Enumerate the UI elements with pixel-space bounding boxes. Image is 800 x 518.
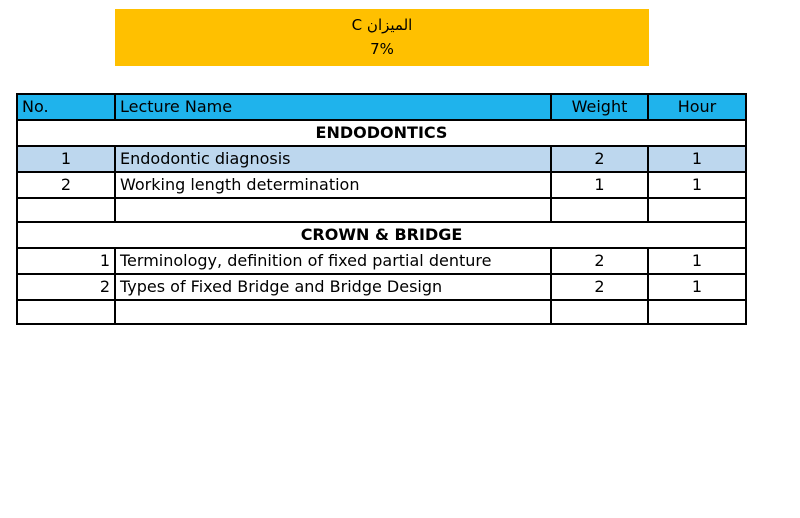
row-no: 1	[17, 146, 115, 172]
row-weight: 2	[551, 146, 648, 172]
header-hour: Hour	[648, 94, 746, 120]
section-title: ENDODONTICS	[17, 120, 746, 146]
row-weight: 2	[551, 274, 648, 300]
header-lecture-name: Lecture Name	[115, 94, 551, 120]
empty-cell	[648, 300, 746, 324]
row-weight: 1	[551, 172, 648, 198]
row-no: 2	[17, 172, 115, 198]
empty-cell	[115, 198, 551, 222]
empty-cell	[551, 300, 648, 324]
empty-row	[17, 198, 746, 222]
table-row	[17, 172, 746, 198]
row-lecture-name: Working length determination	[115, 172, 551, 198]
lecture-table	[16, 93, 747, 325]
grade-banner	[115, 9, 649, 66]
table-row	[17, 274, 746, 300]
table-row	[17, 146, 746, 172]
header-no: No.	[17, 94, 115, 120]
row-lecture-name: Terminology, definition of fixed partial denture	[115, 248, 551, 274]
row-hour: 1	[648, 172, 746, 198]
row-hour: 1	[648, 274, 746, 300]
row-no: 2	[17, 274, 115, 300]
banner-title: الميزان C	[351, 16, 413, 34]
empty-cell	[551, 198, 648, 222]
row-weight: 2	[551, 248, 648, 274]
empty-row	[17, 300, 746, 324]
empty-cell	[17, 198, 115, 222]
table-header-row	[17, 94, 746, 120]
section-row-endodontics	[17, 120, 746, 146]
section-row-crown-bridge	[17, 222, 746, 248]
table-row	[17, 248, 746, 274]
banner-percent: 7%	[370, 40, 394, 58]
empty-cell	[648, 198, 746, 222]
row-lecture-name: Endodontic diagnosis	[115, 146, 551, 172]
header-weight: Weight	[551, 94, 648, 120]
row-hour: 1	[648, 146, 746, 172]
row-hour: 1	[648, 248, 746, 274]
empty-cell	[115, 300, 551, 324]
section-title: CROWN & BRIDGE	[17, 222, 746, 248]
row-lecture-name: Types of Fixed Bridge and Bridge Design	[115, 274, 551, 300]
row-no: 1	[17, 248, 115, 274]
empty-cell	[17, 300, 115, 324]
